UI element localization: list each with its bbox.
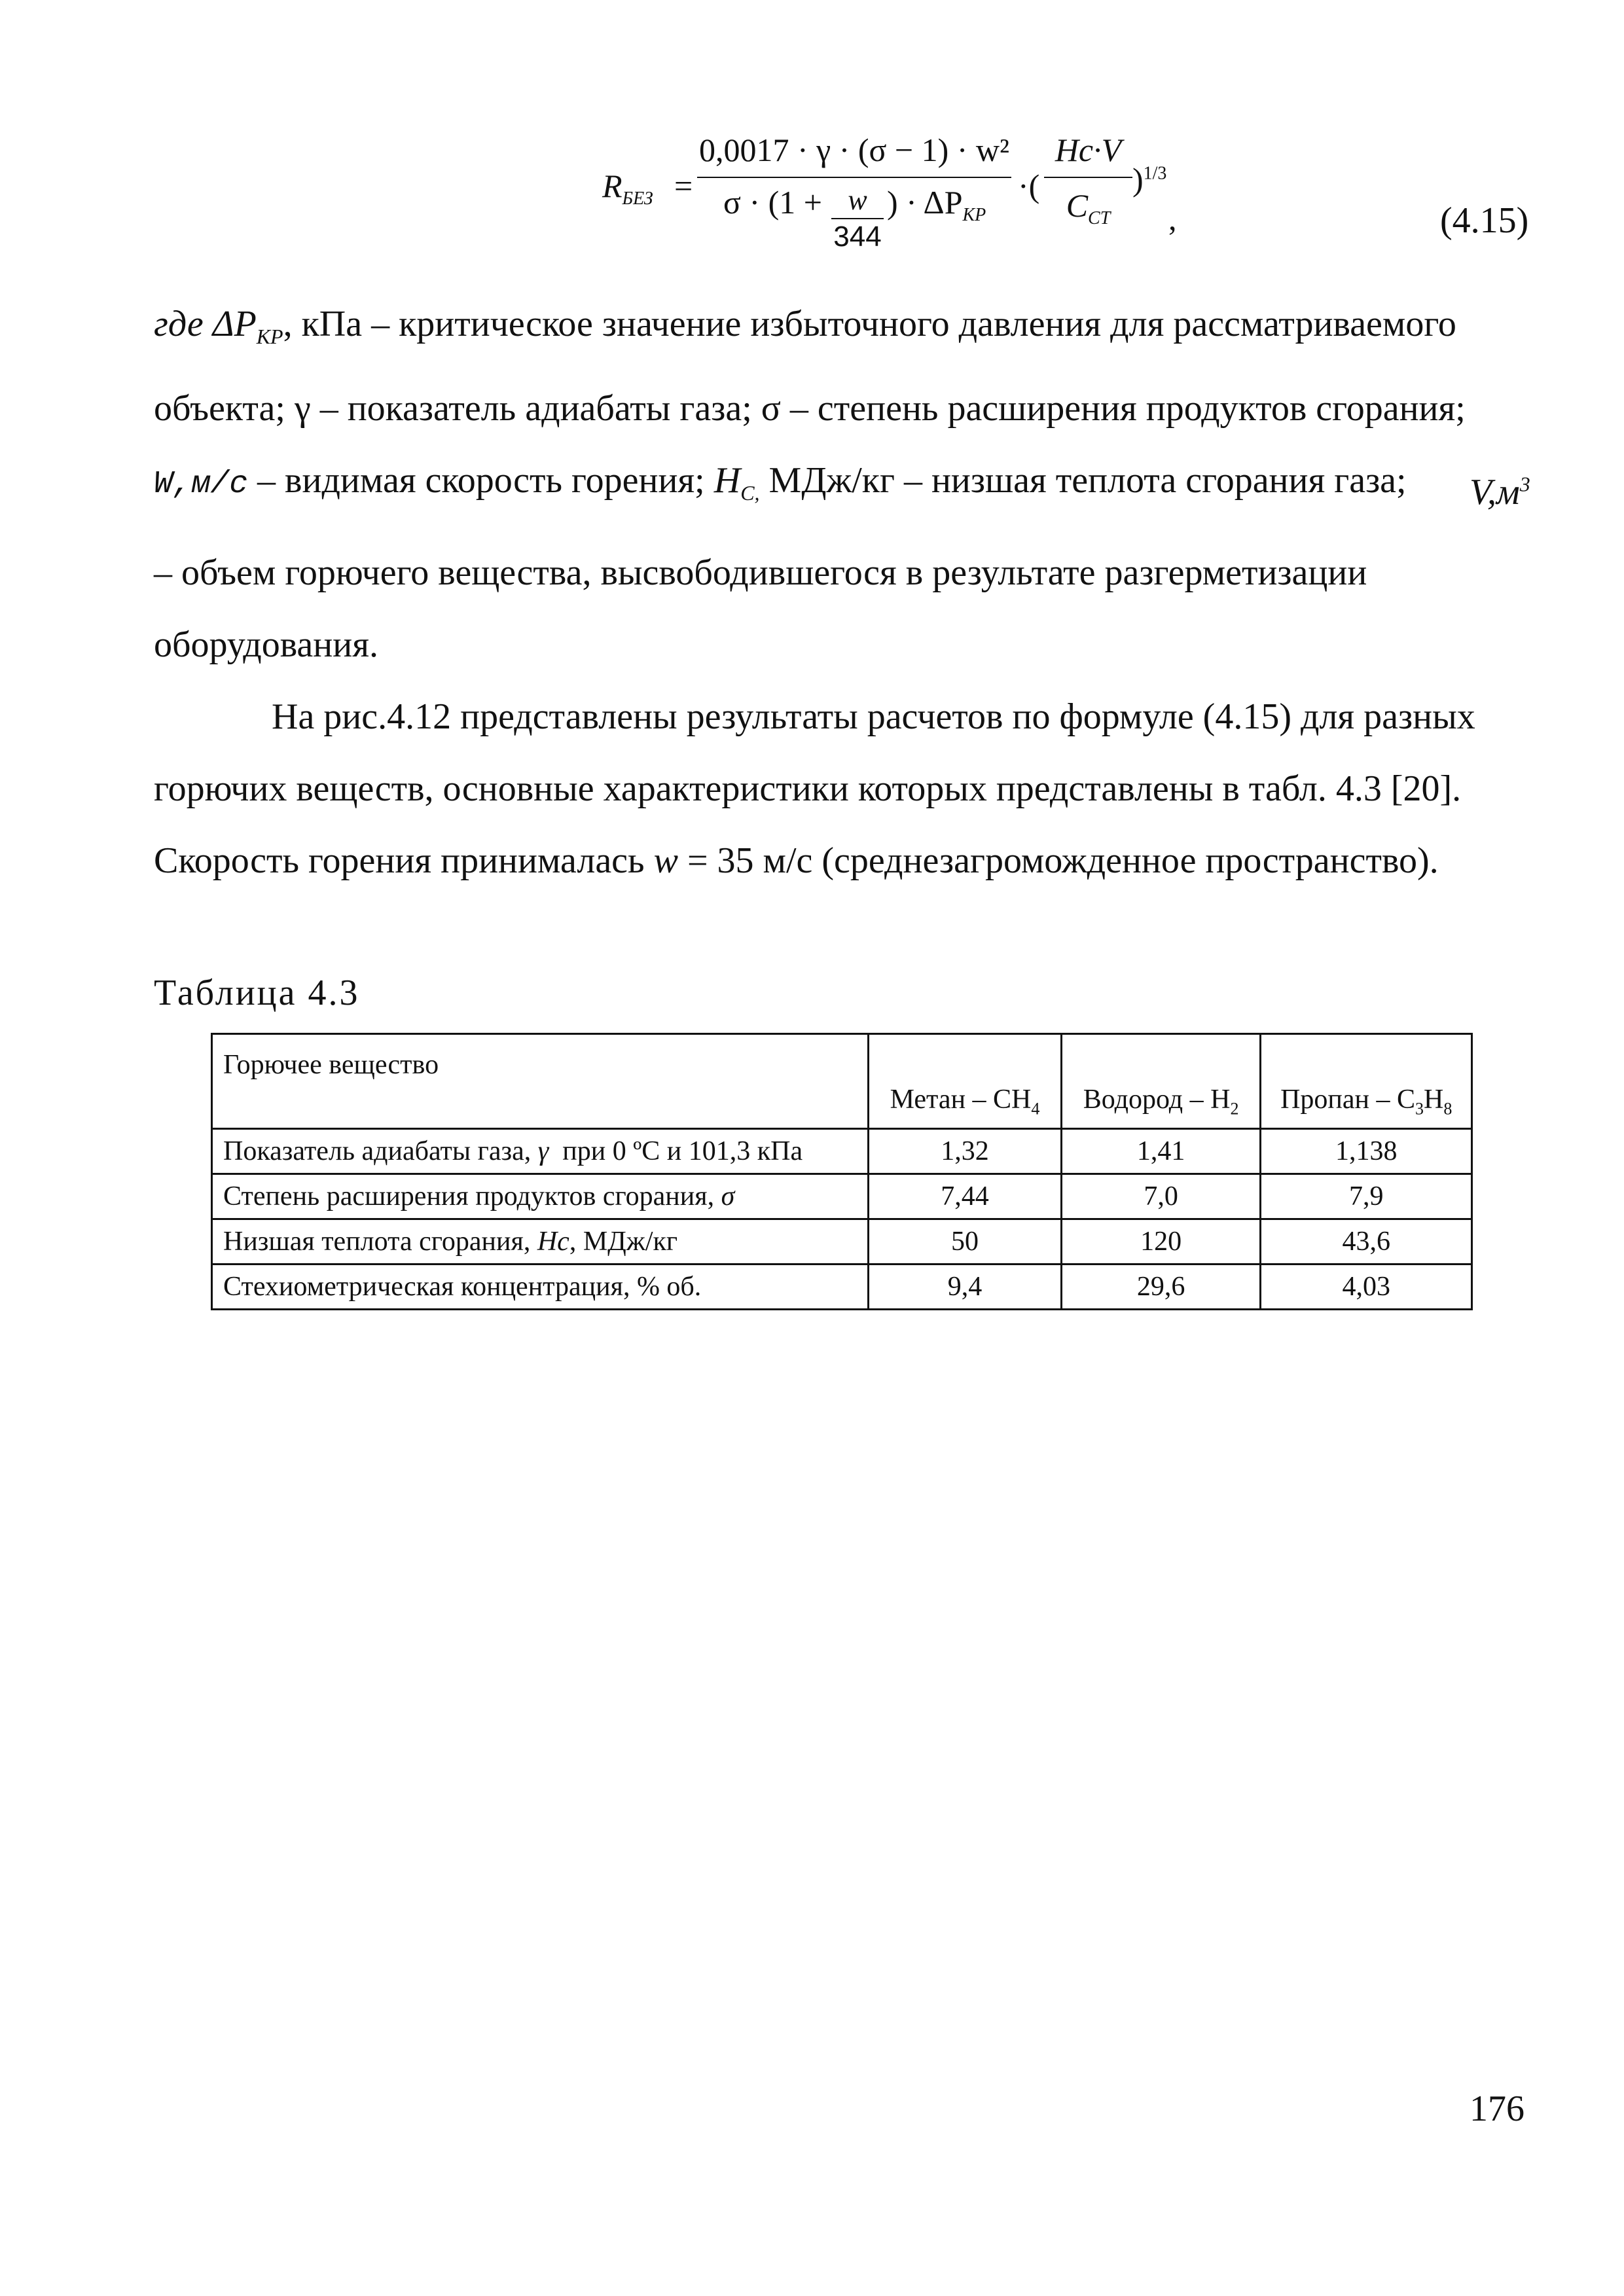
formula-second-bar (1044, 177, 1132, 178)
table-cell: Показатель адиабаты газа, γ при 0 ºC и 101,3 кПа (212, 1129, 869, 1174)
paragraph-definitions-cont (154, 537, 1532, 681)
table-cell: Степень расширения продуктов сгорания, σ (212, 1174, 869, 1219)
text-line: Скорость горения принималась w = 35 м/с (среднезагроможденное пространство). (154, 840, 1439, 881)
table-cell: 1,138 (1261, 1129, 1472, 1174)
table-caption: Таблица 4.3 (154, 973, 360, 1013)
text-line: – объем горючего вещества, высвободившегося в результате разгерметизации (154, 552, 1367, 593)
text-line: На рис.4.12 представлены результаты расчетов по формуле (4.15) для разных (272, 696, 1475, 737)
formula-denominator: σ · (1 + (723, 184, 822, 221)
table-cell: 43,6 (1261, 1219, 1472, 1265)
formula-inner-fraction: w 344 (831, 183, 884, 253)
formula-4-15 (0, 131, 1624, 281)
text-line: оборудования. (154, 624, 378, 665)
table-cell: 7,0 (1061, 1174, 1261, 1219)
volume-unit: $V,м^3$ (1470, 472, 1530, 512)
table-header-cell: Водород – $H_2$ (1061, 1034, 1261, 1129)
formula-equals: = (674, 168, 693, 204)
table-cell: 1,41 (1061, 1129, 1261, 1174)
table-cell: 29,6 (1061, 1265, 1261, 1310)
table-cell: 9,4 (869, 1265, 1062, 1310)
table-cell: Стехиометрическая концентрация, % об. (212, 1265, 869, 1310)
table-row (212, 1265, 1472, 1310)
table-header-cell: Метан – $CH_4$ (869, 1034, 1062, 1129)
table-row (212, 1129, 1472, 1174)
text-line: где $\Delta P_{КР}$, кПа – критическое значение избыточного давления для рассматриваемого (154, 304, 1456, 349)
paragraph-results (154, 681, 1532, 897)
table-cell: 120 (1061, 1219, 1261, 1265)
table-cell: 50 (869, 1219, 1062, 1265)
text-line: W,м/с – видимая скорость горения; $H_{C,}$ МДж/кг – низшая теплота сгорания газа; (154, 460, 1407, 505)
formula-second-denominator: $C_{СТ}$ (1066, 187, 1111, 228)
table-header-cell: Горючее вещество (212, 1034, 869, 1129)
table-row (212, 1174, 1472, 1219)
text-line: объекта; γ – показатель адиабаты газа; σ – степень расширения продуктов сгорания; (154, 388, 1466, 429)
page-number: 176 (1470, 2089, 1525, 2129)
table-row (212, 1219, 1472, 1265)
formula-fraction-bar (697, 177, 1011, 178)
formula-exponent: )$^{1/3}$ (1132, 161, 1167, 198)
table-header-cell: Пропан – $C_3H_8$ (1261, 1034, 1472, 1129)
formula-comma: , (1168, 200, 1177, 237)
table-header-row (212, 1034, 1472, 1129)
formula-multiply: ·( (1018, 168, 1040, 204)
table-cell: 7,44 (869, 1174, 1062, 1219)
table-cell: 4,03 (1261, 1265, 1472, 1310)
table-cell: 7,9 (1261, 1174, 1472, 1219)
text-line: горючих веществ, основные характеристики которых представлены в табл. 4.3 [20]. (154, 768, 1462, 809)
formula-second-numerator: Hc·V (1055, 132, 1122, 168)
formula-number: (4.15) (1440, 200, 1529, 241)
formula-denominator-right: ) · $\Delta P_{КР}$ (887, 184, 986, 225)
table-cell: Низшая теплота сгорания, Нс, МДж/кг (212, 1219, 869, 1265)
table-cell: 1,32 (869, 1129, 1062, 1174)
data-table (211, 1033, 1473, 1310)
paragraph-definitions (154, 288, 1532, 529)
formula-lhs: $R_{БЕЗ}$ (602, 168, 653, 209)
formula-numerator: 0,0017 · γ · (σ − 1) · w² (698, 132, 1010, 168)
